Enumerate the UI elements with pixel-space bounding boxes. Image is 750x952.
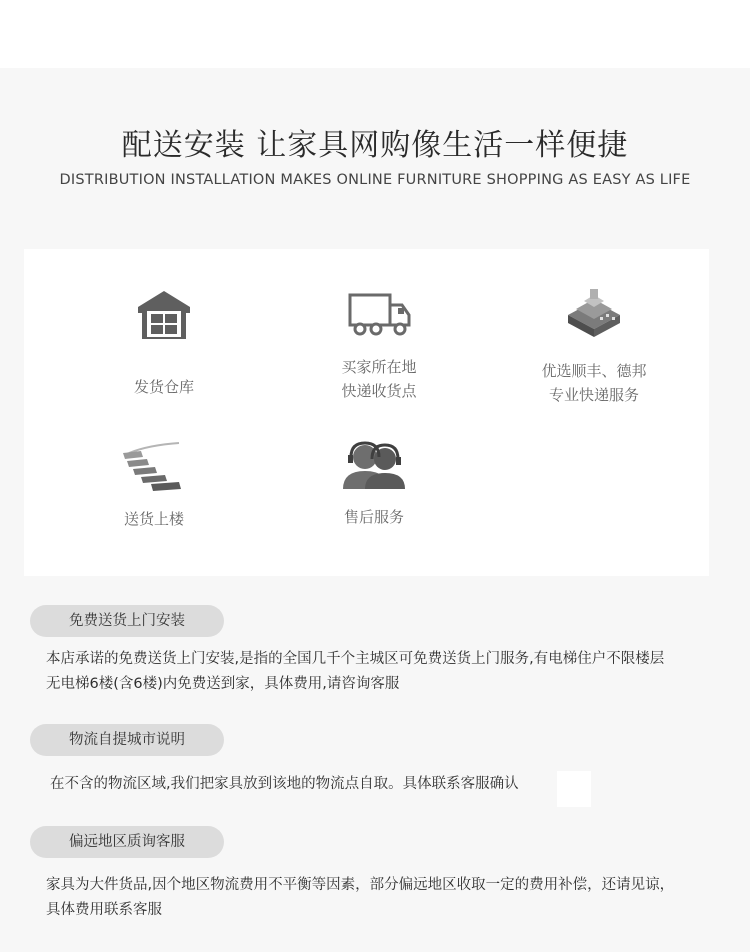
- white-patch: [557, 771, 591, 807]
- feature-label-line1: 优选顺丰、德邦: [541, 362, 647, 380]
- page-subtitle: DISTRIBUTION INSTALLATION MAKES ONLINE FURNITURE SHOPPING AS EASY AS LIFE: [59, 172, 691, 188]
- text-line: 本店承诺的免费送货上门安装,是指的全国几千个主城区可免费送货上门服务,有电梯住户不限楼层: [46, 651, 665, 667]
- stairs-icon: [119, 439, 189, 493]
- feature-label: 送货上楼: [123, 510, 184, 528]
- feature-stairs: [104, 439, 204, 531]
- feature-label: 售后服务: [343, 508, 404, 526]
- feature-label-line2: 快递收货点: [341, 382, 417, 400]
- text-line: 在不含的物流区域,我们把家具放到该地的物流点自取。具体联系客服确认: [50, 776, 519, 792]
- feature-after-sales: [324, 437, 424, 529]
- top-white-band: [0, 0, 750, 68]
- section-tag-free-delivery: 免费送货上门安装: [30, 605, 224, 637]
- service-features-card: [24, 249, 709, 576]
- section-text-pickup-cities: [50, 772, 730, 797]
- customer-service-icon: [339, 437, 409, 491]
- feature-express: [529, 287, 659, 407]
- feature-label-line1: 买家所在地: [341, 358, 417, 376]
- page-title: 配送安装 让家具网购像生活一样便捷: [121, 128, 629, 163]
- logistics-hub-icon: [564, 287, 624, 339]
- text-line: 无电梯6楼(含6楼)内免费送到家，具体费用,请咨询客服: [46, 676, 400, 692]
- feature-label-line2: 专业快递服务: [548, 386, 639, 404]
- text-line: 具体费用联系客服: [46, 902, 162, 918]
- warehouse-icon: [134, 287, 194, 343]
- feature-truck: [324, 291, 434, 403]
- section-tag-pickup-cities: 物流自提城市说明: [30, 724, 224, 756]
- feature-label: 发货仓库: [133, 378, 194, 396]
- section-tag-remote-areas: 偏远地区质询客服: [30, 826, 224, 858]
- truck-icon: [346, 291, 412, 339]
- section-text-free-delivery: [46, 647, 726, 697]
- feature-warehouse: [119, 287, 209, 399]
- section-text-remote-areas: [46, 873, 726, 923]
- text-line: 家具为大件货品,因个地区物流费用不平衡等因素，部分偏远地区收取一定的费用补偿，还请见谅，: [46, 877, 675, 893]
